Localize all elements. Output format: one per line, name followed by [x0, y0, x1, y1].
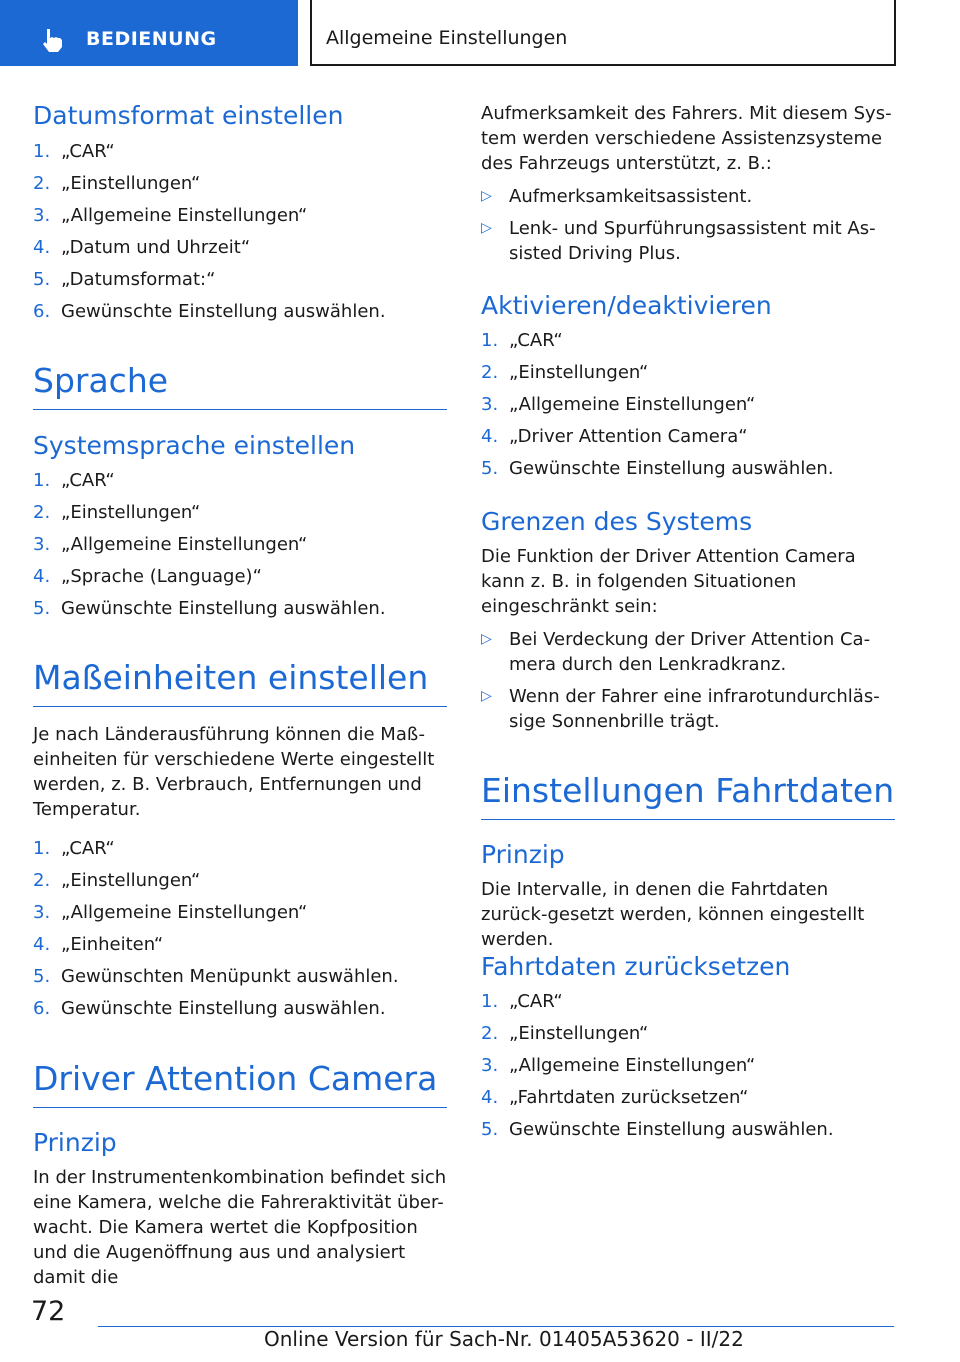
chapter-label: Allgemeine Einstellungen — [326, 27, 568, 49]
paragraph-masseinheiten: Je nach Länderausführung können die Maß-einheiten für verschiedene Werte eingestellt werden, z. B. Verbrauch, Entfernungen und Temperatur. — [33, 724, 435, 820]
heading-sprache: Sprache — [33, 364, 447, 410]
paragraph-grenzen: Die Funktion der Driver Attention Camera kann z. B. in folgenden Situationen eingeschränkt sein: — [481, 546, 856, 617]
heading-aktivieren: Aktivieren/deaktivieren — [481, 291, 772, 320]
heading-grenzen: Grenzen des Systems — [481, 507, 753, 536]
footer-version: Online Version für Sach-Nr. 01405A53620 - II/22 — [264, 1327, 744, 1351]
heading-fahrtdaten-reset: Fahrtdaten zurücksetzen — [481, 952, 791, 981]
section-tab — [0, 0, 298, 66]
triangle-bullet-icon: ▷ — [481, 220, 492, 236]
heading-systemsprache: Systemsprache einstellen — [33, 431, 356, 460]
section-label: BEDIENUNG — [86, 28, 217, 50]
triangle-bullet-icon: ▷ — [481, 688, 492, 704]
heading-camera: Driver Attention Camera — [33, 1062, 447, 1108]
page-number: 72 — [31, 1296, 66, 1327]
triangle-bullet-icon: ▷ — [481, 631, 492, 647]
heading-masseinheiten: Maßeinheiten einstellen — [33, 661, 447, 707]
heading-fahrtdaten-prinzip: Prinzip — [481, 840, 565, 869]
hand-pointer-icon — [38, 26, 66, 54]
triangle-bullet-icon: ▷ — [481, 188, 492, 204]
heading-datumsformat: Datumsformat einstellen — [33, 101, 344, 130]
paragraph-camera: In der Instrumentenkombination befindet sich eine Kamera, welche die Fahreraktivität über-wacht. Die Kamera wertet die Kopfposition und die Augenöffnung aus und analysiert damit die — [33, 1167, 447, 1288]
heading-camera-prinzip: Prinzip — [33, 1128, 117, 1157]
heading-fahrtdaten: Einstellungen Fahrtdaten — [481, 774, 895, 820]
paragraph-intro: Aufmerksamkeit des Fahrers. Mit diesem Sys-tem werden verschiedene Assistenzsysteme des Fahrzeugs unterstützt, z. B.: — [481, 103, 892, 174]
paragraph-fahrtdaten: Die Intervalle, in denen die Fahrtdaten zurück-gesetzt werden, können eingestellt werden. — [481, 879, 865, 950]
chapter-tab — [310, 0, 896, 66]
